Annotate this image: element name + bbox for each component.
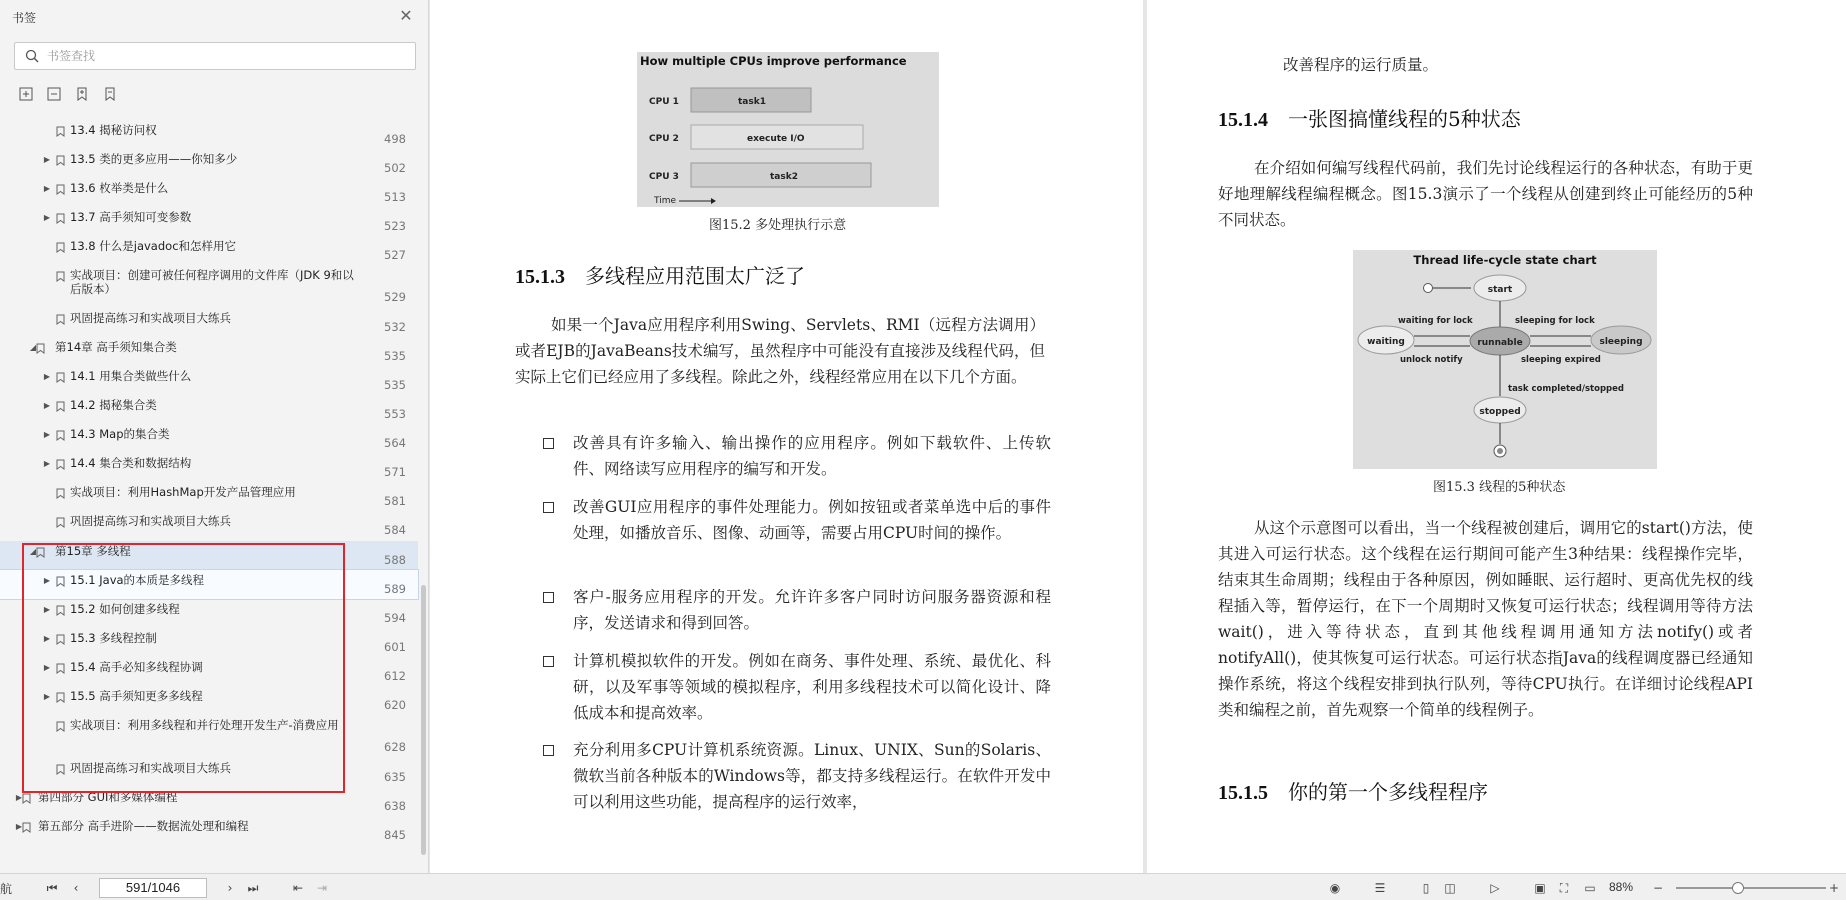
last-page-icon[interactable]: ⏭ bbox=[247, 881, 259, 895]
bookmark-icon bbox=[56, 372, 65, 383]
bookmark-page-number: 620 bbox=[384, 698, 406, 712]
bookmark-page-number: 535 bbox=[384, 349, 406, 363]
bookmark-icon bbox=[56, 430, 65, 441]
bookmark-item[interactable] bbox=[0, 570, 418, 599]
bookmark-label: 13.5 类的更多应用——你知多少 bbox=[70, 152, 238, 166]
zoom-out-icon[interactable]: − bbox=[1652, 881, 1664, 895]
bookmark-page-number: 628 bbox=[384, 740, 406, 754]
cpu-label: CPU 3 bbox=[649, 172, 679, 182]
bookmark-icon bbox=[56, 155, 65, 166]
bullet-text: 充分利用多CPU计算机系统资源。Linux、UNIX、Sun的Solaris、微软当前各种版本的Windows等，都支持多线程运行。在软件开发中可以利用这些功能，提高程序的运行效率， bbox=[573, 741, 1051, 811]
bookmark-label: 15.3 多线程控制 bbox=[70, 631, 157, 645]
bullet-box-icon bbox=[543, 656, 554, 667]
task-label: task2 bbox=[770, 172, 798, 182]
cpu-label: CPU 2 bbox=[649, 134, 679, 144]
figure-thread-lifecycle bbox=[1353, 250, 1657, 469]
bookmark-icon bbox=[56, 488, 65, 499]
bookmark-label: 巩固提高练习和实战项目大练兵 bbox=[70, 311, 231, 325]
bullet-text: 客户-服务应用程序的开发。允许许多客户同时访问服务器资源和程序，发送请求和得到回答。 bbox=[573, 588, 1051, 632]
bookmark-chapter[interactable] bbox=[0, 337, 418, 366]
bookmark-item[interactable] bbox=[0, 366, 418, 395]
sidebar-title: 书签 bbox=[12, 11, 37, 25]
bookmark-page-number: 584 bbox=[384, 523, 406, 537]
expand-arrow-icon[interactable]: ▶ bbox=[43, 634, 51, 643]
edge-label: task completed/stopped bbox=[1508, 384, 1624, 394]
figure-caption: 图15.3 线程的5种状态 bbox=[1433, 480, 1566, 495]
bookmark-search-box[interactable] bbox=[14, 42, 416, 70]
bullet-item bbox=[543, 494, 1053, 554]
bookmark-page-number: 535 bbox=[384, 378, 406, 392]
heading-number: 15.1.4 bbox=[1218, 109, 1268, 131]
bookmark-icon bbox=[56, 271, 65, 282]
bookmark-item[interactable] bbox=[0, 482, 418, 511]
bookmark-label: 巩固提高练习和实战项目大练兵 bbox=[70, 514, 231, 528]
bookmark-page-number: 588 bbox=[384, 553, 406, 567]
cpu-label: CPU 1 bbox=[649, 97, 679, 107]
bookmark-label: 14.2 揭秘集合类 bbox=[70, 398, 157, 412]
expand-arrow-icon[interactable]: ▶ bbox=[15, 793, 23, 802]
bookmark-page-number: 513 bbox=[384, 190, 406, 204]
bookmark-item[interactable] bbox=[0, 453, 418, 482]
bookmark-item[interactable] bbox=[0, 628, 418, 657]
bookmark-label: 实战项目：利用HashMap开发产品管理应用 bbox=[70, 485, 296, 499]
bookmark-icon bbox=[56, 576, 65, 587]
bookmark-icon bbox=[56, 517, 65, 528]
collapse-arrow-icon[interactable]: ◢ bbox=[29, 547, 37, 556]
heading-text: 你的第一个多线程程序 bbox=[1288, 780, 1488, 804]
bookmark-icon bbox=[56, 663, 65, 674]
first-page-icon[interactable]: ⏮ bbox=[46, 881, 58, 895]
bookmark-item[interactable] bbox=[0, 599, 418, 628]
previous-page-icon[interactable]: ‹ bbox=[73, 881, 79, 895]
bookmark-icon bbox=[56, 634, 65, 645]
bookmark-page-number: 529 bbox=[384, 290, 406, 304]
pdf-page-left bbox=[430, 0, 1143, 873]
document-view[interactable] bbox=[430, 0, 1846, 873]
bookmark-label: 14.4 集合类和数据结构 bbox=[70, 456, 192, 470]
expand-arrow-icon[interactable]: ▶ bbox=[43, 576, 51, 585]
expand-arrow-icon[interactable]: ▶ bbox=[43, 663, 51, 672]
bookmark-page-number: 553 bbox=[384, 407, 406, 421]
bookmark-page-number: 527 bbox=[384, 248, 406, 262]
bookmark-item[interactable] bbox=[0, 686, 418, 715]
bookmark-icon bbox=[22, 793, 31, 804]
expand-arrow-icon[interactable]: ▶ bbox=[43, 184, 51, 193]
bookmark-icon bbox=[56, 184, 65, 195]
zoom-in-icon[interactable]: + bbox=[1828, 881, 1840, 895]
figure-caption: 图15.2 多处理执行示意 bbox=[709, 218, 847, 233]
figure-cpu-performance bbox=[637, 52, 939, 207]
bullet-box-icon bbox=[543, 502, 554, 513]
bookmark-item[interactable] bbox=[0, 715, 418, 757]
heading-number: 15.1.5 bbox=[1218, 782, 1268, 804]
bookmark-page-number: 601 bbox=[384, 640, 406, 654]
bookmark-page-number: 571 bbox=[384, 465, 406, 479]
bookmark-icon bbox=[22, 822, 31, 833]
state-runnable: runnable bbox=[1477, 338, 1523, 348]
bookmark-label: 15.5 高手须知更多多线程 bbox=[70, 689, 203, 703]
bullet-item bbox=[543, 584, 1053, 644]
section-heading bbox=[1218, 776, 1488, 805]
collapse-all-icon[interactable] bbox=[46, 86, 62, 102]
expand-all-icon[interactable] bbox=[18, 86, 34, 102]
bookmark-page-number: 564 bbox=[384, 436, 406, 450]
bookmark-part[interactable] bbox=[0, 816, 418, 845]
bookmark-icon bbox=[56, 126, 65, 137]
delete-bookmark-icon[interactable] bbox=[102, 86, 118, 102]
paragraph: 从这个示意图可以看出，当一个线程被创建后，调用它的start()方法，使其进入可运行状态。这个线程在运行期间可能产生3种结果：线程操作完毕，结束其生命周期；线程由于各种原因，例如睡眠、运行超时、更高优先权的线程插入等，暂停运行，在下一个周期时又恢复可运行状态；线程调用等待方法wait()，进入等待状态，直到其他线程调用通知方法notify()或者notifyAll()，使其恢复可运行状态。可运行状态指Java的线程调度器已经通知操作系统，将这个线程安排到执行队列，等待CPU执行。在详细讨论线程API类和编程之前，首先观察一个简单的线程例子。 bbox=[1218, 519, 1753, 719]
expand-arrow-icon[interactable]: ▶ bbox=[43, 372, 51, 381]
bullet-item bbox=[543, 648, 1053, 722]
bookmark-page-number: 589 bbox=[384, 582, 406, 596]
navigation-label: 航 bbox=[0, 882, 13, 896]
bookmark-icon bbox=[56, 721, 65, 732]
bookmark-label: 15.2 如何创建多线程 bbox=[70, 602, 180, 616]
bookmark-icon bbox=[56, 764, 65, 775]
edge-label: sleeping expired bbox=[1521, 355, 1601, 365]
bookmark-page-number: 532 bbox=[384, 320, 406, 334]
bookmark-label: 15.4 高手必知多线程协调 bbox=[70, 660, 203, 674]
state-stopped: stopped bbox=[1479, 407, 1521, 417]
eye-protection-icon[interactable]: ◉ bbox=[1329, 881, 1341, 895]
bookmark-item[interactable] bbox=[0, 511, 418, 540]
bookmark-item[interactable] bbox=[0, 178, 418, 207]
bookmark-page-number: 581 bbox=[384, 494, 406, 508]
expand-arrow-icon[interactable]: ▶ bbox=[43, 692, 51, 701]
bookmark-label: 13.8 什么是javadoc和怎样用它 bbox=[70, 239, 237, 253]
pdf-page-right bbox=[1147, 0, 1846, 873]
bookmark-label: 第15章 多线程 bbox=[55, 544, 131, 558]
bookmark-label: 14.3 Map的集合类 bbox=[70, 427, 170, 441]
bookmark-item[interactable] bbox=[0, 236, 418, 265]
expand-arrow-icon[interactable]: ▶ bbox=[43, 213, 51, 222]
fit-page-icon[interactable]: ⛶ bbox=[1559, 881, 1569, 895]
edge-label: waiting for lock bbox=[1398, 316, 1473, 326]
bookmark-page-number: 498 bbox=[384, 132, 406, 146]
bookmark-label: 巩固提高练习和实战项目大练兵 bbox=[70, 761, 231, 775]
status-bar bbox=[0, 873, 1846, 900]
bookmark-item[interactable] bbox=[0, 207, 418, 236]
bookmark-page-number: 594 bbox=[384, 611, 406, 625]
bullet-text: 计算机模拟软件的开发。例如在商务、事件处理、系统、最优化、科研，以及军事等领域的模拟程序，利用多线程技术可以简化设计、降低成本和提高效率。 bbox=[573, 652, 1051, 722]
bookmark-icon bbox=[56, 459, 65, 470]
bookmark-label: 第四部分 GUI和多媒体编程 bbox=[38, 790, 178, 804]
bookmark-sidebar bbox=[0, 0, 429, 873]
single-page-icon[interactable]: ▯ bbox=[1422, 881, 1430, 895]
bookmark-page-number: 523 bbox=[384, 219, 406, 233]
forward-icon[interactable]: ⇥ bbox=[316, 881, 328, 895]
bullet-text: 改善GUI应用程序的事件处理能力。例如按钮或者菜单选中后的事件处理，如播放音乐、图像、动画等，需要占用CPU时间的操作。 bbox=[573, 498, 1051, 542]
collapse-arrow-icon[interactable]: ◢ bbox=[29, 343, 37, 352]
zoom-slider-knob[interactable] bbox=[1732, 882, 1744, 894]
actual-size-icon[interactable]: ▣ bbox=[1534, 881, 1546, 895]
figure-title: How multiple CPUs improve performance bbox=[640, 54, 907, 68]
search-icon bbox=[25, 49, 39, 63]
bookmark-label: 13.4 揭秘访问权 bbox=[70, 123, 157, 137]
bookmark-item[interactable] bbox=[0, 424, 418, 453]
bullet-box-icon bbox=[543, 592, 554, 603]
play-icon[interactable]: ▷ bbox=[1490, 881, 1500, 895]
state-start: start bbox=[1487, 285, 1513, 295]
bullet-item bbox=[543, 430, 1053, 490]
bookmark-label: 实战项目：创建可被任何程序调用的文件库（JDK 9和以后版本） bbox=[70, 268, 354, 296]
expand-arrow-icon[interactable]: ▶ bbox=[43, 605, 51, 614]
bookmark-label: 15.1 Java的本质是多线程 bbox=[70, 573, 205, 587]
task-label: execute I/O bbox=[747, 134, 805, 144]
page-number-input[interactable]: 591/1046 bbox=[99, 878, 207, 898]
bookmark-item[interactable] bbox=[0, 149, 418, 178]
bookmark-icon bbox=[56, 213, 65, 224]
bookmark-label: 14.1 用集合类做些什么 bbox=[70, 369, 192, 383]
expand-arrow-icon[interactable]: ▶ bbox=[43, 430, 51, 439]
edge-label: sleeping for lock bbox=[1515, 316, 1595, 326]
section-heading bbox=[1218, 103, 1521, 132]
bookmark-page-number: 502 bbox=[384, 161, 406, 175]
bookmark-label: 第五部分 高手进阶——数据流处理和编程 bbox=[38, 819, 249, 833]
expand-arrow-icon[interactable]: ▶ bbox=[15, 822, 23, 831]
bookmark-icon bbox=[56, 692, 65, 703]
next-page-icon[interactable]: › bbox=[227, 881, 233, 895]
heading-number: 15.1.3 bbox=[515, 266, 565, 288]
time-label: Time bbox=[654, 196, 677, 206]
bullet-box-icon bbox=[543, 745, 554, 756]
back-icon[interactable]: ⇤ bbox=[292, 881, 304, 895]
figure-title: Thread life-cycle state chart bbox=[1413, 253, 1597, 267]
bookmark-item[interactable] bbox=[0, 265, 418, 307]
zoom-slider[interactable] bbox=[1676, 887, 1826, 889]
bookmark-tree bbox=[0, 120, 418, 873]
bookmark-part[interactable] bbox=[0, 787, 418, 816]
zoom-level[interactable]: 88% bbox=[1609, 880, 1634, 894]
sidebar-scrollbar[interactable] bbox=[420, 120, 427, 873]
bookmark-icon bbox=[56, 242, 65, 253]
fit-width-icon[interactable]: ▭ bbox=[1584, 881, 1596, 895]
bookmark-item[interactable] bbox=[0, 120, 418, 149]
bookmark-page-number: 635 bbox=[384, 770, 406, 784]
continued-text: 改善程序的运行质量。 bbox=[1283, 56, 1439, 74]
expand-arrow-icon[interactable]: ▶ bbox=[43, 401, 51, 410]
bookmark-page-number: 845 bbox=[384, 828, 406, 842]
heading-text: 多线程应用范围太广泛了 bbox=[585, 264, 805, 288]
bookmark-label: 第14章 高手须知集合类 bbox=[55, 340, 177, 354]
bookmark-label: 实战项目：利用多线程和并行处理开发生产-消费应用 bbox=[70, 718, 339, 732]
bookmark-icon bbox=[56, 401, 65, 412]
bookmark-chapter[interactable] bbox=[0, 541, 418, 570]
bookmark-icon bbox=[56, 314, 65, 325]
bullet-box-icon bbox=[543, 438, 554, 449]
bookmark-item[interactable] bbox=[0, 308, 418, 337]
bookmark-icon bbox=[36, 343, 45, 354]
double-page-icon[interactable]: ◫ bbox=[1444, 881, 1456, 895]
bookmark-label: 13.6 枚举类是什么 bbox=[70, 181, 169, 195]
edge-label: unlock notify bbox=[1400, 355, 1463, 365]
intro-paragraph: 如果一个Java应用程序利用Swing、Servlets、RMI（远程方法调用）或者EJB的JavaBeans技术编写，虽然程序中可能没有直接涉及线程代码，但实际上它们已经应用了多线程。除此之外，线程经常应用在以下几个方面。 bbox=[515, 316, 1045, 386]
paragraph: 在介绍如何编写线程代码前，我们先讨论线程运行的各种状态，有助于更好地理解线程编程概念。图15.3演示了一个线程从创建到终止可能经历的5种不同状态。 bbox=[1218, 159, 1753, 229]
section-heading bbox=[515, 260, 805, 289]
heading-text: 一张图搞懂线程的5种状态 bbox=[1288, 107, 1521, 131]
task-label: task1 bbox=[738, 97, 766, 107]
bookmark-icon bbox=[56, 605, 65, 616]
state-sleeping: sleeping bbox=[1599, 337, 1643, 347]
close-icon[interactable]: ✕ bbox=[399, 6, 413, 25]
bookmark-item[interactable] bbox=[0, 395, 418, 424]
bookmark-label: 13.7 高手须知可变参数 bbox=[70, 210, 192, 224]
continuous-view-icon[interactable]: ☰ bbox=[1374, 881, 1386, 895]
bookmark-page-number: 638 bbox=[384, 799, 406, 813]
bookmark-search-input[interactable] bbox=[47, 47, 407, 65]
bullet-text: 改善具有许多输入、输出操作的应用程序。例如下载软件、上传软件、网络读写应用程序的编写和开发。 bbox=[573, 434, 1051, 478]
bookmark-icon bbox=[36, 547, 45, 558]
bookmark-item[interactable] bbox=[0, 657, 418, 686]
bullet-item bbox=[543, 737, 1053, 811]
bookmark-item[interactable] bbox=[0, 758, 418, 787]
expand-arrow-icon[interactable]: ▶ bbox=[43, 155, 51, 164]
expand-arrow-icon[interactable]: ▶ bbox=[43, 459, 51, 468]
add-bookmark-icon[interactable] bbox=[74, 86, 90, 102]
state-waiting: waiting bbox=[1367, 337, 1405, 347]
bookmark-page-number: 612 bbox=[384, 669, 406, 683]
